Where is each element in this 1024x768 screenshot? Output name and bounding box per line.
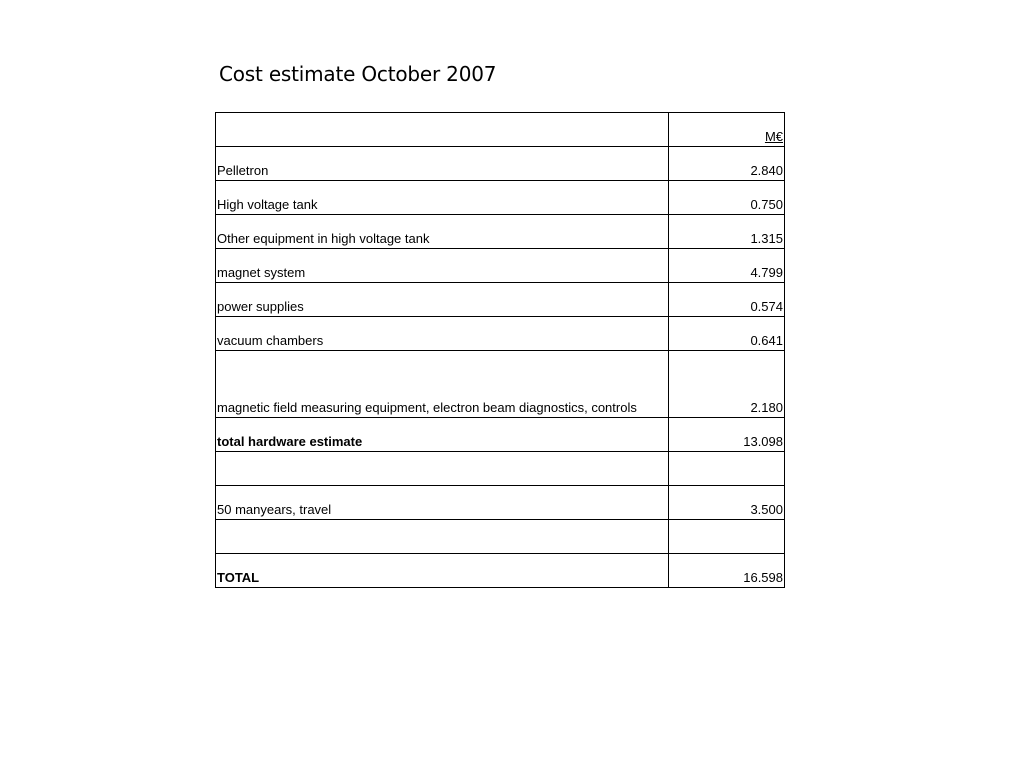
row-label: High voltage tank [216,181,669,215]
header-unit-cell [669,113,785,147]
row-value: 0.574 [669,283,785,317]
table-header-row [216,113,785,147]
table-row-magnet-system [216,249,785,283]
cost-table [215,112,785,588]
row-value [669,520,785,554]
row-label: power supplies [216,283,669,317]
row-label: magnetic field measuring equipment, electron beam diagnostics, controls [216,351,669,418]
row-label: 50 manyears, travel [216,486,669,520]
table-row-vacuum-chambers [216,317,785,351]
table-row-high-voltage-tank [216,181,785,215]
row-label: magnet system [216,249,669,283]
table-row-total [216,554,785,588]
row-value: 3.500 [669,486,785,520]
table-row-empty [216,452,785,486]
row-label: total hardware estimate [216,418,669,452]
table-row-manyears [216,486,785,520]
table-row-pelletron [216,147,785,181]
table-row-total-hardware [216,418,785,452]
row-value: 1.315 [669,215,785,249]
table-row-measuring-equipment [216,351,785,418]
table-row-other-equipment [216,215,785,249]
row-value: 2.840 [669,147,785,181]
row-value: 4.799 [669,249,785,283]
row-value: 16.598 [669,554,785,588]
row-value: 13.098 [669,418,785,452]
row-value: 0.641 [669,317,785,351]
table-row-power-supplies [216,283,785,317]
row-label [216,452,669,486]
row-value: 0.750 [669,181,785,215]
row-label: TOTAL [216,554,669,588]
row-value: 2.180 [669,351,785,418]
table-row-empty [216,520,785,554]
page-title: Cost estimate October 2007 [219,62,497,86]
row-value [669,452,785,486]
row-label: vacuum chambers [216,317,669,351]
header-label-cell [216,113,669,147]
row-label [216,520,669,554]
unit-header: M€ [764,129,783,144]
row-label: Other equipment in high voltage tank [216,215,669,249]
row-label: Pelletron [216,147,669,181]
